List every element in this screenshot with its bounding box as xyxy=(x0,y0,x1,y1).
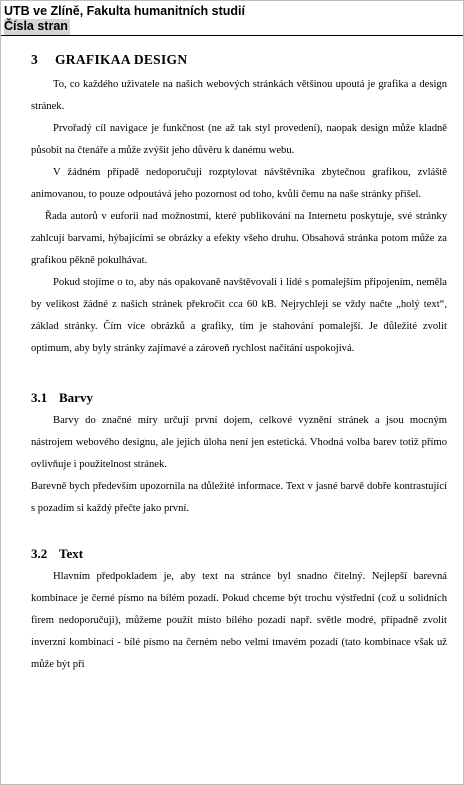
section-heading-barvy xyxy=(31,390,447,406)
chapter-number: 3 xyxy=(31,52,39,67)
section-title: Barvy xyxy=(59,390,93,405)
section-number: 3.1 xyxy=(31,390,48,405)
paragraph: Řada autorů v euforii nad možnostmi, které publikování na Internetu poskytuje, své stránky zahlcují barvami, hýbajícími se obrázky a efekty všeho druhu. Obsahová stránka potom může za grafikou pěkně pokulhávat. xyxy=(31,211,447,266)
paragraph: To, co každého uživatele na našich webových stránkách většinou upoutá je grafika a design stránek. xyxy=(31,79,447,112)
chapter-heading xyxy=(31,52,447,68)
paragraph: Prvořadý cíl navigace je funkčnost (ne až tak styl provedení), naopak design může kladně působit na čtenáře a může zvýšit jeho důvěru k danému webu. xyxy=(31,123,447,156)
section-title: Text xyxy=(59,546,84,561)
chapter-title: GRAFIKAA DESIGN xyxy=(55,52,188,67)
document-body xyxy=(1,52,463,676)
paragraph: V žádném případě nedoporučuji rozptylovat návštěvníka zbytečnou grafikou, zvláště animovanou, to pouze odpoutává jeho pozornost od toho, kvůli čemu na naše stránky přišel. xyxy=(31,167,447,200)
paragraph: Pokud stojíme o to, aby nás opakovaně navštěvovali i lidé s pomalejším připojením, neměla by velikost žádné z našich stránek překročit cca 60 kB. Nejrychleji se vždy načte „holý text“, základ stránky. Čím více obrázků a grafiky, tím je stahování pomalejší. Je důležité zvolit optimum, aby byly stránky zajímavé a zároveň rychlost načítání uspokojivá. xyxy=(31,277,447,354)
section-spacer xyxy=(31,520,447,546)
paragraph: Barvy do značné míry určují první dojem, celkové vyznění stránek a jsou mocným nástrojem webového designu, ale jejich úloha není jen estetická. Vhodná volba barev totiž přímo ovlivňuje i použitelnost stránek. xyxy=(31,415,447,470)
section-spacer xyxy=(31,360,447,390)
running-header xyxy=(1,1,463,36)
header-title: UTB ve Zlíně, Fakulta humanitních studií xyxy=(4,4,245,18)
paragraph: Barevně bych především upozornila na důležité informace. Text v jasné barvě dobře kontrastující s pozadím si každý přečte jako první. xyxy=(31,481,447,514)
section-number: 3.2 xyxy=(31,546,48,561)
header-subtitle: Čísla stran xyxy=(4,19,68,33)
paragraph: Hlavním předpokladem je, aby text na stránce byl snadno čitelný. Nejlepší barevná kombinace je černé písmo na bílém pozadí. Pokud chceme být trochu výstřední (což u solidních firem nedoporučuji), můžeme použít místo bílého pozadí např. světle modré, případně zvolit inverzní kombinaci - bílé písmo na černém nebo velmi tmavém pozadí (tato kombinace však už může být při xyxy=(31,571,447,670)
section-heading-text xyxy=(31,546,447,562)
